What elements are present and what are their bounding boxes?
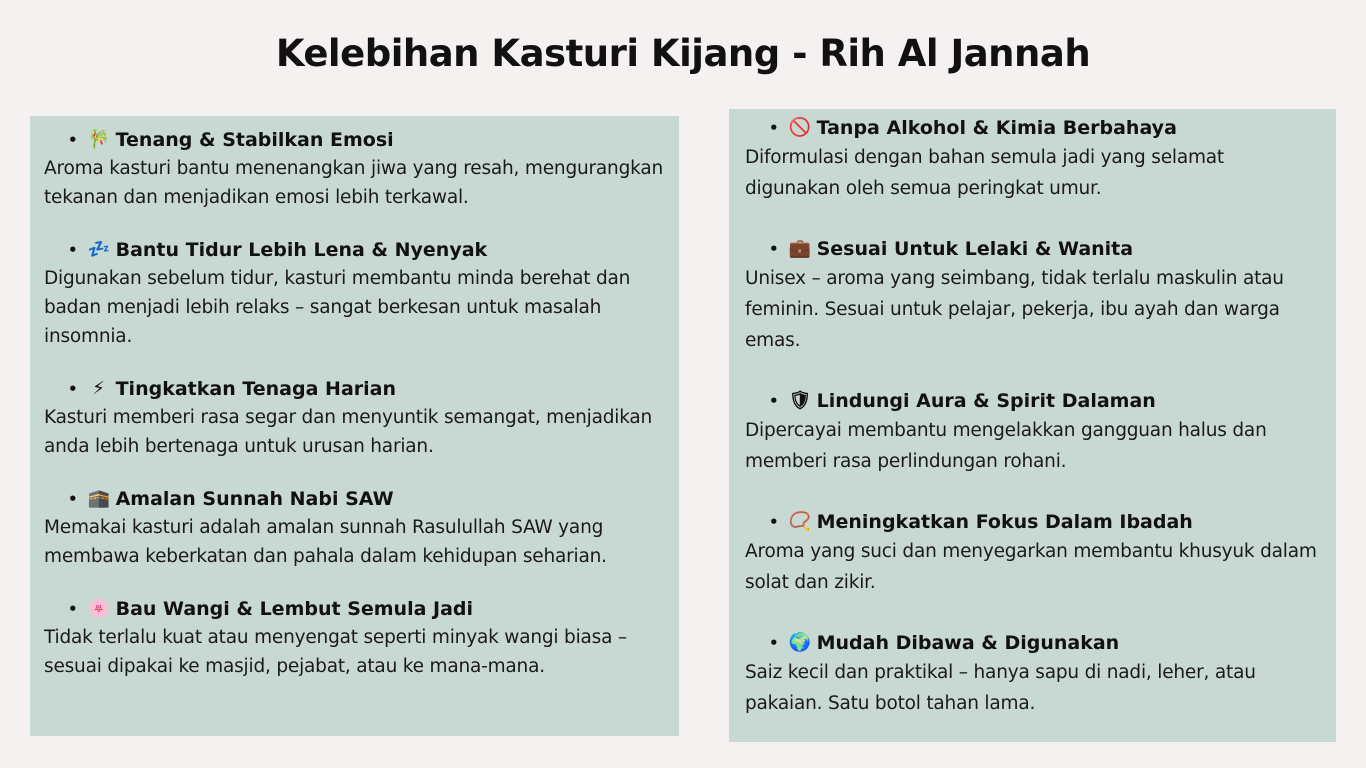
kaaba-icon: 🕋	[87, 488, 111, 509]
bullet-dot: •	[68, 600, 78, 618]
benefit-heading-row	[745, 235, 1320, 263]
benefit-description: Digunakan sebelum tidur, kasturi membantu minda berehat dan badan menjadi lebih relaks – sangat berkesan untuk masalah insomnia.	[44, 268, 631, 347]
benefit-item	[745, 114, 1320, 204]
briefcase-icon: 💼	[788, 238, 812, 259]
benefit-item	[745, 235, 1320, 356]
benefit-description: Aroma yang suci dan menyegarkan membantu khusyuk dalam solat dan zikir.	[745, 541, 1317, 593]
bullet-dot: •	[68, 241, 78, 259]
page-title: Kelebihan Kasturi Kijang - Rih Al Jannah	[275, 32, 1091, 75]
benefit-description: Saiz kecil dan praktikal – hanya sapu di nadi, leher, atau pakaian. Satu botol tahan lama.	[745, 662, 1256, 714]
bullet-dot: •	[68, 490, 78, 508]
benefit-item	[44, 485, 665, 571]
benefit-heading-row	[44, 485, 665, 513]
benefit-description: Unisex – aroma yang seimbang, tidak terlalu maskulin atau feminin. Sesuai untuk pelajar, pekerja, ibu ayah dan warga emas.	[745, 268, 1284, 351]
benefit-heading: Tanpa Alkohol & Kimia Berbahaya	[816, 117, 1177, 139]
right-benefits-panel	[729, 109, 1336, 742]
prayer-beads-icon: 📿	[788, 511, 812, 532]
lightning-icon: ⚡	[92, 378, 105, 399]
globe-icon: 🌍	[788, 632, 812, 653]
blossom-icon: 🌸	[87, 598, 111, 619]
benefit-heading-row	[44, 375, 665, 403]
benefit-heading-row	[745, 629, 1320, 657]
bullet-dot: •	[769, 119, 779, 137]
prohibited-icon: 🚫	[788, 117, 812, 138]
benefit-heading-row	[745, 114, 1320, 142]
benefit-heading-row	[745, 387, 1320, 415]
benefit-description: Kasturi memberi rasa segar dan menyuntik semangat, menjadikan anda lebih bertenaga untuk urusan harian.	[44, 407, 653, 457]
benefit-description: Dipercayai membantu mengelakkan gangguan halus dan memberi rasa perlindungan rohani.	[745, 420, 1267, 472]
benefit-item	[745, 387, 1320, 477]
bullet-dot: •	[769, 634, 779, 652]
bullet-dot: •	[68, 131, 78, 149]
benefit-heading: Tenang & Stabilkan Emosi	[115, 129, 394, 151]
benefit-heading-row	[44, 126, 665, 154]
bullet-dot: •	[769, 240, 779, 258]
benefit-description: Tidak terlalu kuat atau menyengat seperti minyak wangi biasa – sesuai dipakai ke masjid, pejabat, atau ke mana-mana.	[44, 627, 627, 677]
bullet-dot: •	[769, 513, 779, 531]
bullet-dot: •	[769, 392, 779, 410]
benefit-item	[745, 629, 1320, 719]
benefit-heading: Bau Wangi & Lembut Semula Jadi	[115, 598, 474, 620]
benefit-heading: Tingkatkan Tenaga Harian	[115, 378, 396, 400]
benefit-heading: Lindungi Aura & Spirit Dalaman	[816, 390, 1156, 412]
benefit-heading: Meningkatkan Fokus Dalam Ibadah	[816, 511, 1193, 533]
benefit-item	[44, 375, 665, 461]
shield-icon: 🛡	[788, 390, 812, 411]
benefit-description: Aroma kasturi bantu menenangkan jiwa yang resah, mengurangkan tekanan dan menjadikan emosi lebih terkawal.	[44, 158, 663, 208]
benefit-item	[44, 126, 665, 212]
benefit-heading: Mudah Dibawa & Digunakan	[816, 632, 1120, 654]
bamboo-icon: 🎋	[87, 129, 111, 150]
benefit-heading: Amalan Sunnah Nabi SAW	[115, 488, 394, 510]
bullet-dot: •	[68, 380, 78, 398]
benefit-heading-row	[745, 508, 1320, 536]
benefit-heading: Sesuai Untuk Lelaki & Wanita	[816, 238, 1134, 260]
benefit-item	[44, 595, 665, 681]
benefit-item	[44, 236, 665, 351]
benefit-heading-row	[44, 236, 665, 264]
benefit-heading-row	[44, 595, 665, 623]
left-benefits-panel	[30, 116, 679, 736]
benefit-heading: Bantu Tidur Lebih Lena & Nyenyak	[115, 239, 488, 261]
sleep-zzz-icon: 💤	[87, 239, 111, 260]
benefit-description: Diformulasi dengan bahan semula jadi yang selamat digunakan oleh semua peringkat umur.	[745, 147, 1224, 199]
benefit-item	[745, 508, 1320, 598]
benefit-description: Memakai kasturi adalah amalan sunnah Rasulullah SAW yang membawa keberkatan dan pahala dalam kehidupan seharian.	[44, 517, 607, 567]
